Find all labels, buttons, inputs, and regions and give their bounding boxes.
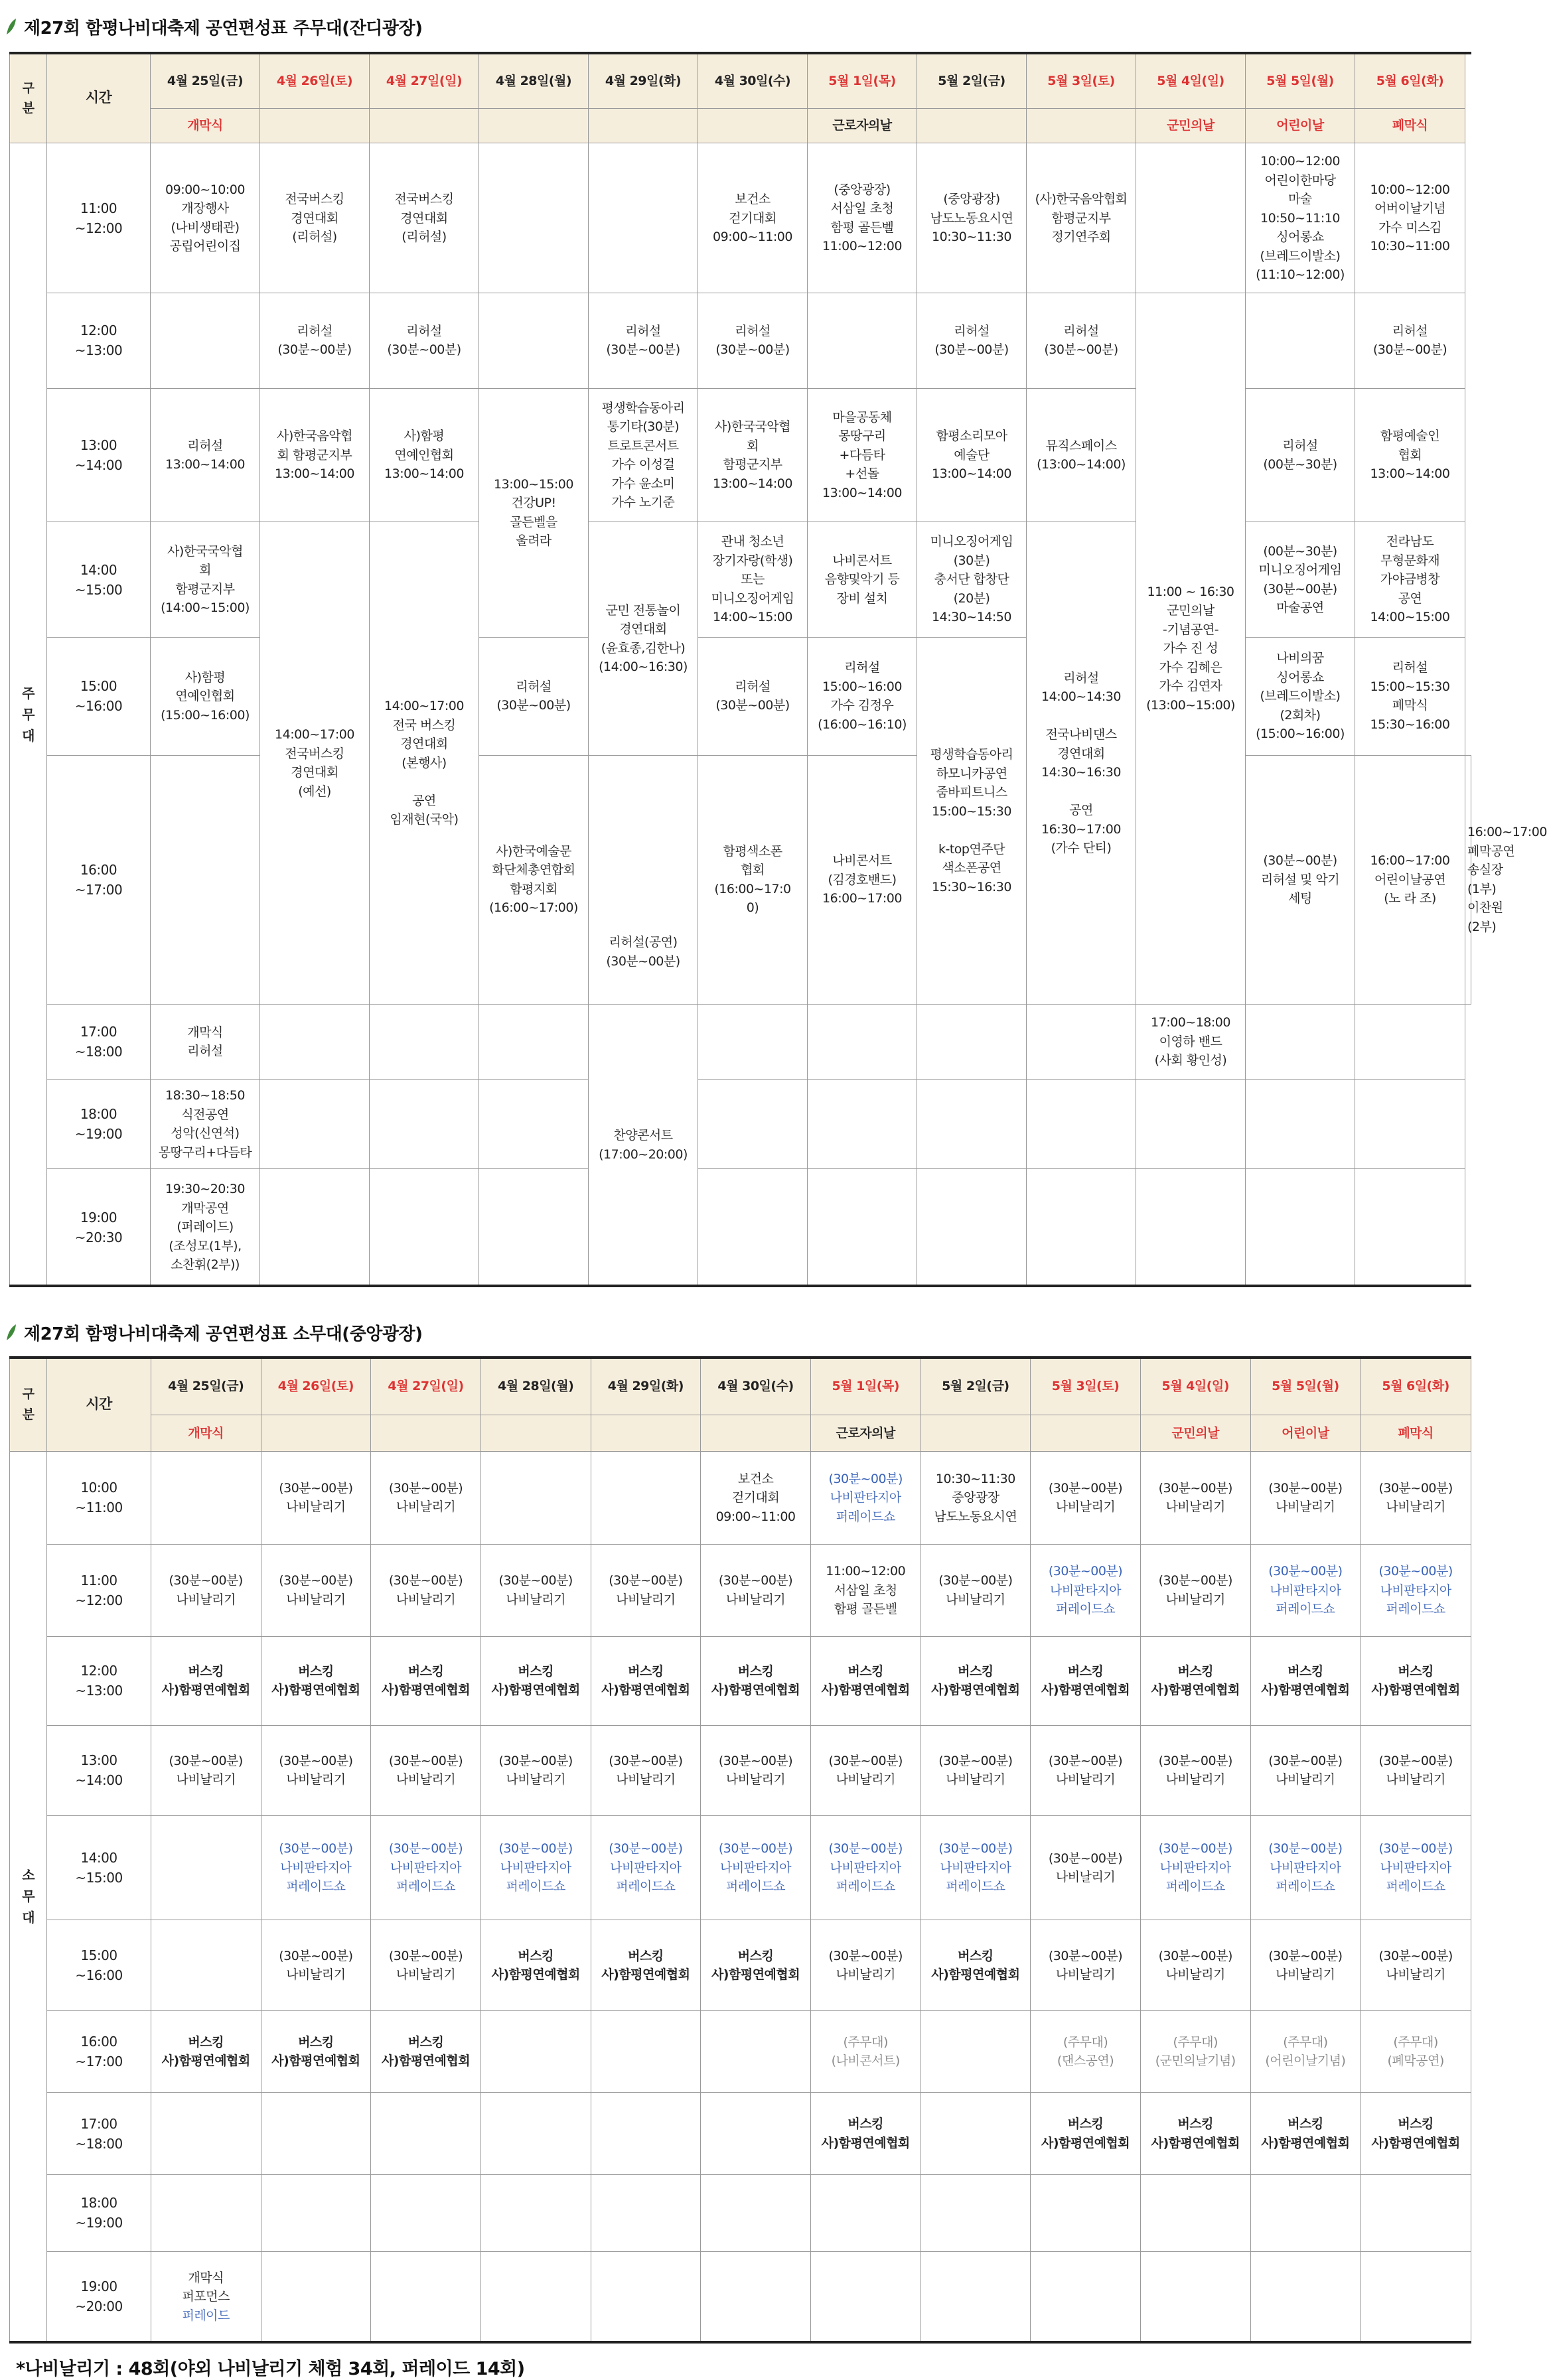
schedule-cell: 전국버스킹 경연대회 (리허설): [260, 143, 370, 293]
day-header: 4월 28일(월): [479, 54, 589, 109]
schedule-cell: 11:00 ~ 16:30 군민의날 -기념공연- 가수 진 성 가수 김혜은 가수 김연자 (13:00~15:00): [1136, 293, 1246, 1005]
schedule-cell: (30분~00분) 나비날리기: [371, 1725, 481, 1815]
schedule-cell: [480, 2175, 591, 2251]
day-event: [1027, 108, 1136, 143]
schedule-cell: (주무대) (폐막공연): [1361, 2010, 1471, 2093]
schedule-cell: [1361, 2251, 1471, 2342]
schedule-cell: (30분~00분) 나비날리기: [371, 1451, 481, 1545]
schedule-cell: (30분~00분) 나비날리기: [1361, 1920, 1471, 2010]
schedule-cell: 사)한국예술문 화단체총연합회 함평지회 (16:00~17:00): [479, 755, 589, 1004]
day-header: 5월 3일(토): [1027, 54, 1136, 109]
day-header: 4월 25일(금): [151, 1358, 261, 1415]
schedule-cell: (30분~00분) 나비판타지아 퍼레이드쇼: [261, 1816, 371, 1920]
time-slot: 12:00 ~13:00: [47, 1636, 151, 1725]
schedule-cell: [151, 755, 260, 1004]
schedule-cell: [1140, 2251, 1250, 2342]
day-event: [1031, 1415, 1141, 1451]
schedule-cell: [1027, 1005, 1136, 1080]
schedule-cell: [1027, 1169, 1136, 1286]
schedule-cell: [479, 143, 589, 293]
schedule-cell: 버스킹 사)함평연예협회: [1140, 2093, 1250, 2175]
day-header: 5월 4일(일): [1136, 54, 1246, 109]
schedule-cell: [1246, 1169, 1355, 1286]
schedule-cell: [151, 1816, 261, 1920]
schedule-cell: 사)한국국악협 회 함평군지부 13:00~14:00: [698, 388, 808, 522]
schedule-cell: (30분~00분) 나비날리기: [261, 1451, 371, 1545]
schedule-cell: 리허설 (00분~30분): [1246, 388, 1355, 522]
day-event: 근로자의날: [808, 108, 917, 143]
schedule-cell: [370, 1080, 479, 1169]
schedule-cell: (30분~00분) 나비날리기: [921, 1545, 1031, 1636]
schedule-cell: 미니오징어게임 (30분) 충서단 합창단 (20분) 14:30~14:50: [917, 522, 1027, 638]
stage-side-label: 주 무 대: [10, 143, 47, 1286]
schedule-cell: 리허설 (30분~00분): [917, 293, 1027, 388]
schedule-cell: (30분~00분) 나비날리기: [1361, 1451, 1471, 1545]
day-header: 4월 27일(일): [370, 54, 479, 109]
schedule-cell: 버스킹 사)함평연예협회: [480, 1636, 591, 1725]
day-header: 4월 29일(화): [591, 1358, 701, 1415]
schedule-cell: [917, 1169, 1027, 1286]
schedule-cell: [921, 2010, 1031, 2093]
schedule-cell: 버스킹 사)함평연예협회: [1031, 2093, 1141, 2175]
schedule-cell: 리허설 (30분~00분): [589, 293, 698, 388]
schedule-cell: [261, 2093, 371, 2175]
schedule-cell: 버스킹 사)함평연예협회: [701, 1636, 811, 1725]
schedule-cell: 사)함평 연예인협회 13:00~14:00: [370, 388, 479, 522]
time-slot: 16:00 ~17:00: [47, 755, 151, 1004]
schedule-cell: (30분~00분) 나비날리기: [701, 1545, 811, 1636]
schedule-cell: [1136, 1080, 1246, 1169]
schedule-cell: [479, 1169, 589, 1286]
schedule-cell: 리허설 14:00~14:30 전국나비댄스 경연대회 14:30~16:30 공연 16:30~17:00 (가수 단티): [1027, 522, 1136, 1005]
time-slot: 17:00 ~18:00: [47, 2093, 151, 2175]
schedule-cell: [260, 1169, 370, 1286]
schedule-cell: [591, 2175, 701, 2251]
schedule-cell: (주무대) (나비콘서트): [810, 2010, 921, 2093]
schedule-cell: (30분~00분) 나비날리기: [261, 1725, 371, 1815]
day-event: 폐막식: [1361, 1415, 1471, 1451]
schedule-cell: 13:00~15:00 건강UP! 골든벨을 울려라: [479, 388, 589, 637]
schedule-cell: 버스킹 사)함평연예협회: [591, 1636, 701, 1725]
schedule-cell: 14:00~17:00 전국 버스킹 경연대회 (본행사) 공연 임재현(국악): [370, 522, 479, 1005]
schedule-cell: 나비의꿈 싱어롱쇼 (브레드이발소) (2회차) (15:00~16:00): [1246, 638, 1355, 756]
schedule-cell: [479, 293, 589, 388]
schedule-cell: 버스킹 사)함평연예협회: [151, 2010, 261, 2093]
schedule-cell: [808, 1005, 917, 1080]
day-event: 어린이날: [1246, 108, 1355, 143]
schedule-cell: [151, 2093, 261, 2175]
schedule-cell: [151, 1920, 261, 2010]
schedule-cell: (30분~00분) 나비날리기: [261, 1920, 371, 2010]
schedule-cell: (주무대) (댄스공연): [1031, 2010, 1141, 2093]
schedule-cell: (주무대) (군민의날기념): [1140, 2010, 1250, 2093]
time-header: 시간: [47, 1358, 151, 1452]
day-header: 5월 6일(화): [1355, 54, 1465, 109]
day-header: 5월 5일(월): [1250, 1358, 1361, 1415]
schedule-cell: [810, 2175, 921, 2251]
schedule-cell: (사)한국음악협회 함평군지부 정기연주회: [1027, 143, 1136, 293]
schedule-cell: (중앙광장) 남도노동요시연 10:30~11:30: [917, 143, 1027, 293]
time-slot: 19:00 ~20:30: [47, 1169, 151, 1286]
schedule-cell: 버스킹 사)함평연예협회: [701, 1920, 811, 2010]
day-header: 4월 27일(일): [371, 1358, 481, 1415]
schedule-cell: [810, 2251, 921, 2342]
schedule-cell: (30분~00분) 나비날리기: [371, 1920, 481, 2010]
schedule-cell: 09:00~10:00 개장행사 (나비생태관) 공립어린이집: [151, 143, 260, 293]
schedule-cell: [698, 1169, 808, 1286]
schedule-cell: (30분~00분) 나비날리기: [591, 1725, 701, 1815]
small-stage-title: [5, 1319, 423, 1346]
schedule-cell: 리허설(공연) (30분~00분): [589, 755, 698, 1004]
schedule-cell: (30분~00분) 나비판타지아 퍼레이드쇼: [1031, 1545, 1141, 1636]
schedule-cell: [917, 1005, 1027, 1080]
day-event: [371, 1415, 481, 1451]
time-slot: 16:00 ~17:00: [47, 2010, 151, 2093]
schedule-cell: 버스킹 사)함평연예협회: [810, 2093, 921, 2175]
schedule-cell: (30분~00분) 나비날리기: [591, 1545, 701, 1636]
schedule-cell: [371, 2251, 481, 2342]
schedule-cell: [1031, 2251, 1141, 2342]
schedule-cell: 나비콘서트 음향및악기 등 장비 설치: [808, 522, 917, 638]
schedule-cell: 함평예술인 협회 13:00~14:00: [1355, 388, 1465, 522]
schedule-cell: 리허설 (30분~00분): [479, 638, 589, 756]
schedule-cell: [591, 1451, 701, 1545]
schedule-cell: 전라남도 무형문화재 가야금병창 공연 14:00~15:00: [1355, 522, 1465, 638]
day-header: 5월 1일(목): [810, 1358, 921, 1415]
schedule-cell: [151, 293, 260, 388]
schedule-cell: (30분~00분) 나비날리기: [1140, 1545, 1250, 1636]
schedule-cell: [591, 2010, 701, 2093]
schedule-cell: [480, 1451, 591, 1545]
schedule-cell: 버스킹 사)함평연예협회: [1250, 1636, 1361, 1725]
day-event: [917, 108, 1027, 143]
schedule-cell: 리허설 (30분~00분): [260, 293, 370, 388]
schedule-cell: (30분~00분) 나비날리기: [810, 1725, 921, 1815]
day-event: [698, 108, 808, 143]
schedule-cell: [261, 2175, 371, 2251]
schedule-cell: [589, 143, 698, 293]
day-event: [921, 1415, 1031, 1451]
main-stage-title-text: 제27회 함평나비대축제 공연편성표 주무대(잔디광장): [24, 18, 423, 38]
schedule-cell: (30분~00분) 나비날리기: [1031, 1451, 1141, 1545]
schedule-cell: 버스킹 사)함평연예협회: [371, 2010, 481, 2093]
schedule-cell: [1250, 2251, 1361, 2342]
schedule-cell: 관내 청소년 장기자랑(학생) 또는 미니오징어게임 14:00~15:00: [698, 522, 808, 638]
schedule-cell: [1355, 1005, 1465, 1080]
schedule-cell: 14:00~17:00 전국버스킹 경연대회 (예선): [260, 522, 370, 1005]
schedule-cell: 버스킹 사)함평연예협회: [921, 1636, 1031, 1725]
day-event: [261, 1415, 371, 1451]
schedule-cell: 함평소리모아 예술단 13:00~14:00: [917, 388, 1027, 522]
day-event: [480, 1415, 591, 1451]
schedule-cell: (30분~00분) 나비판타지아 퍼레이드쇼: [921, 1816, 1031, 1920]
schedule-cell: [370, 1005, 479, 1080]
schedule-cell: 함평색소폰 협회 (16:00~17:0 0): [698, 755, 808, 1004]
schedule-cell: (30분~00분) 나비날리기: [1140, 1725, 1250, 1815]
day-event: 근로자의날: [810, 1415, 921, 1451]
schedule-cell: (30분~00분) 나비날리기: [371, 1545, 481, 1636]
schedule-cell: (30분~00분) 나비날리기: [1361, 1725, 1471, 1815]
schedule-cell: (30분~00분) 나비판타지아 퍼레이드쇼: [480, 1816, 591, 1920]
schedule-cell: [701, 2093, 811, 2175]
time-slot: 11:00 ~12:00: [47, 1545, 151, 1636]
schedule-cell: [808, 1080, 917, 1169]
schedule-cell: (30분~00분) 나비판타지아 퍼레이드쇼: [701, 1816, 811, 1920]
schedule-cell: 16:00~17:00 폐막공연 송실장(1부) 이찬원(2부): [1465, 755, 1471, 1004]
schedule-cell: 버스킹 사)함평연예협회: [1250, 2093, 1361, 2175]
schedule-cell: 보건소 걷기대회 09:00~11:00: [701, 1451, 811, 1545]
time-slot: 12:00 ~13:00: [47, 293, 151, 388]
schedule-cell: 군민 전통놀이 경연대회 (윤효종,김한나) (14:00~16:30): [589, 522, 698, 755]
schedule-cell: (30분~00분) 나비판타지아 퍼레이드쇼: [1250, 1545, 1361, 1636]
day-event: [701, 1415, 811, 1451]
day-header: 5월 6일(화): [1361, 1358, 1471, 1415]
schedule-cell: [370, 1169, 479, 1286]
time-slot: 13:00 ~14:00: [47, 388, 151, 522]
time-slot: 15:00 ~16:00: [47, 1920, 151, 2010]
schedule-cell: [701, 2175, 811, 2251]
time-header: 시간: [47, 54, 151, 143]
small-stage-title-text: 제27회 함평나비대축제 공연편성표 소무대(중앙광장): [24, 1324, 423, 1344]
leaf-icon: [5, 17, 17, 36]
day-header: 4월 26일(토): [260, 54, 370, 109]
schedule-cell: 마을공동체 몽땅구리 +다듬타 +선돌 13:00~14:00: [808, 388, 917, 522]
schedule-cell: 사)한국음악협 회 함평군지부 13:00~14:00: [260, 388, 370, 522]
schedule-cell: 평생학습동아리 하모니카공연 줌바피트니스 15:00~15:30 k-top연주단 색소폰공연 15:30~16:30: [917, 638, 1027, 1005]
schedule-cell: [1361, 2175, 1471, 2251]
time-slot: 19:00 ~20:00: [47, 2251, 151, 2342]
schedule-cell: [371, 2093, 481, 2175]
footnote: *나비날리기 : 48회(야외 나비날리기 체험 34회, 퍼레이드 14회): [16, 2359, 525, 2379]
day-event: 개막식: [151, 1415, 261, 1451]
schedule-cell: (30분~00분) 나비판타지아 퍼레이드쇼: [810, 1451, 921, 1545]
schedule-cell: 버스킹 사)함평연예협회: [480, 1920, 591, 2010]
main-stage-schedule-table: [9, 53, 1547, 1286]
schedule-cell: (30분~00분) 나비날리기: [261, 1545, 371, 1636]
schedule-cell: 버스킹 사)함평연예협회: [261, 2010, 371, 2093]
schedule-cell: 19:30~20:30 개막공연 (퍼레이드) (조성모(1부), 소찬휘(2부)): [151, 1169, 260, 1286]
schedule-cell: 사)한국국악협 회 함평군지부 (14:00~15:00): [151, 522, 260, 638]
schedule-cell: [808, 1169, 917, 1286]
schedule-cell: (30분~00분) 나비판타지아 퍼레이드쇼: [1361, 1816, 1471, 1920]
schedule-cell: 버스킹 사)함평연예협회: [591, 1920, 701, 2010]
time-slot: 17:00 ~18:00: [47, 1005, 151, 1080]
time-slot: 13:00 ~14:00: [47, 1725, 151, 1815]
day-event: 군민의날: [1140, 1415, 1250, 1451]
schedule-cell: [1246, 1005, 1355, 1080]
gubun-header: 구 분: [10, 54, 47, 143]
schedule-cell: 11:00~12:00 서삼일 초청 함평 골든벨: [810, 1545, 921, 1636]
schedule-cell: [808, 293, 917, 388]
schedule-cell: (30분~00분) 리허설 및 악기 세팅: [1246, 755, 1355, 1004]
day-header: 5월 2일(금): [917, 54, 1027, 109]
schedule-cell: 개막식 리허설: [151, 1005, 260, 1080]
schedule-cell: (30분~00분) 나비날리기: [1031, 1725, 1141, 1815]
schedule-cell: 10:00~12:00 어린이한마당 마술 10:50~11:10 싱어롱쇼 (브레드이발소) (11:10~12:00): [1246, 143, 1355, 293]
schedule-cell: 리허설 (30분~00분): [698, 293, 808, 388]
schedule-cell: 버스킹 사)함평연예협회: [1031, 1636, 1141, 1725]
day-header: 4월 30일(수): [701, 1358, 811, 1415]
schedule-cell: [371, 2175, 481, 2251]
schedule-cell: 리허설 13:00~14:00: [151, 388, 260, 522]
schedule-cell: 전국버스킹 경연대회 (리허설): [370, 143, 479, 293]
schedule-cell: [921, 2251, 1031, 2342]
schedule-cell: 찬양콘서트 (17:00~20:00): [589, 1005, 698, 1286]
time-slot: 11:00 ~12:00: [47, 143, 151, 293]
schedule-cell: (30분~00분) 나비날리기: [1140, 1451, 1250, 1545]
schedule-cell: (30분~00분) 나비판타지아 퍼레이드쇼: [1140, 1816, 1250, 1920]
schedule-cell: (30분~00분) 나비날리기: [1031, 1920, 1141, 2010]
schedule-cell: 16:00~17:00 어린이날공연 (노 라 조): [1355, 755, 1465, 1004]
day-event: 군민의날: [1136, 108, 1246, 143]
schedule-cell: 리허설 (30분~00분): [1027, 293, 1136, 388]
schedule-cell: [698, 1005, 808, 1080]
schedule-cell: [917, 1080, 1027, 1169]
schedule-cell: 10:00~12:00 어버이날기념 가수 미스김 10:30~11:00: [1355, 143, 1465, 293]
gubun-header: 구 분: [10, 1358, 47, 1452]
schedule-cell: [1355, 1169, 1465, 1286]
schedule-cell: [479, 1080, 589, 1169]
day-header: 4월 26일(토): [261, 1358, 371, 1415]
schedule-cell: [479, 1005, 589, 1080]
day-event: 어린이날: [1250, 1415, 1361, 1451]
schedule-cell: [260, 1005, 370, 1080]
schedule-cell: 18:30~18:50 식전공연 성악(신연석) 몽땅구리+다듬타: [151, 1080, 260, 1169]
schedule-cell: [151, 2175, 261, 2251]
schedule-cell: [480, 2010, 591, 2093]
day-event: [591, 1415, 701, 1451]
small-stage-schedule-table: [9, 1358, 1471, 2342]
time-slot: 14:00 ~15:00: [47, 522, 151, 638]
schedule-cell: 10:30~11:30 중앙광장 남도노동요시연: [921, 1451, 1031, 1545]
schedule-cell: [591, 2093, 701, 2175]
day-event: [260, 108, 370, 143]
schedule-cell: 리허설 15:00~16:00 가수 김정우 (16:00~16:10): [808, 638, 917, 756]
schedule-cell: (30분~00분) 나비판타지아 퍼레이드쇼: [1361, 1545, 1471, 1636]
schedule-cell: [260, 1080, 370, 1169]
schedule-cell: (30분~00분) 나비판타지아 퍼레이드쇼: [591, 1816, 701, 1920]
schedule-cell: [1250, 2175, 1361, 2251]
schedule-cell: 버스킹 사)함평연예협회: [810, 1636, 921, 1725]
day-header: 4월 25일(금): [151, 54, 260, 109]
day-header: 5월 1일(목): [808, 54, 917, 109]
schedule-cell: (30분~00분) 나비날리기: [1250, 1451, 1361, 1545]
schedule-cell: 개막식 퍼포먼스 퍼레이드: [151, 2251, 261, 2342]
schedule-cell: 버스킹 사)함평연예협회: [1361, 2093, 1471, 2175]
schedule-cell: [591, 2251, 701, 2342]
schedule-cell: (30분~00분) 나비날리기: [1250, 1920, 1361, 2010]
schedule-cell: [1246, 1080, 1355, 1169]
schedule-cell: [701, 2010, 811, 2093]
leaf-icon: [5, 1323, 17, 1342]
schedule-cell: [480, 2251, 591, 2342]
schedule-cell: [1031, 2175, 1141, 2251]
schedule-cell: (30분~00분) 나비날리기: [921, 1725, 1031, 1815]
schedule-cell: (30분~00분) 나비날리기: [480, 1725, 591, 1815]
schedule-cell: [921, 2175, 1031, 2251]
day-event: [589, 108, 698, 143]
schedule-cell: 리허설 (30분~00분): [1355, 293, 1465, 388]
schedule-cell: [480, 2093, 591, 2175]
schedule-cell: 리허설 (30분~00분): [698, 638, 808, 756]
time-slot: 18:00 ~19:00: [47, 1080, 151, 1169]
day-header: 5월 5일(월): [1246, 54, 1355, 109]
schedule-cell: (30분~00분) 나비판타지아 퍼레이드쇼: [810, 1816, 921, 1920]
day-header: 5월 4일(일): [1140, 1358, 1250, 1415]
schedule-cell: [151, 1451, 261, 1545]
day-event: [370, 108, 479, 143]
stage-side-label: 소 무 대: [10, 1451, 47, 2342]
schedule-cell: (30분~00분) 나비날리기: [480, 1545, 591, 1636]
day-event: [479, 108, 589, 143]
schedule-cell: (30분~00분) 나비날리기: [151, 1725, 261, 1815]
schedule-cell: (30분~00분) 나비날리기: [701, 1725, 811, 1815]
schedule-cell: [1027, 1080, 1136, 1169]
schedule-cell: [1136, 1169, 1246, 1286]
day-header: 5월 2일(금): [921, 1358, 1031, 1415]
time-slot: 10:00 ~11:00: [47, 1451, 151, 1545]
schedule-cell: (30분~00분) 나비날리기: [1140, 1920, 1250, 2010]
schedule-cell: (30분~00분) 나비날리기: [1031, 1816, 1141, 1920]
schedule-cell: 버스킹 사)함평연예협회: [921, 1920, 1031, 2010]
day-event: 개막식: [151, 108, 260, 143]
schedule-cell: 나비콘서트 (김경호밴드) 16:00~17:00: [808, 755, 917, 1004]
schedule-cell: [1136, 143, 1246, 293]
day-event: 폐막식: [1355, 108, 1465, 143]
schedule-cell: (00분~30분) 미니오징어게임 (30분~00분) 마술공연: [1246, 522, 1355, 638]
schedule-cell: 리허설 (30분~00분): [370, 293, 479, 388]
schedule-cell: (30분~00분) 나비판타지아 퍼레이드쇼: [371, 1816, 481, 1920]
schedule-cell: 평생학습동아리 통기타(30분) 트로트콘서트 가수 이성걸 가수 윤소미 가수 노기준: [589, 388, 698, 522]
schedule-cell: 버스킹 사)함평연예협회: [371, 1636, 481, 1725]
day-header: 4월 28일(월): [480, 1358, 591, 1415]
schedule-cell: (30분~00분) 나비날리기: [1250, 1725, 1361, 1815]
schedule-cell: [701, 2251, 811, 2342]
parade-label: 퍼레이드: [182, 2308, 230, 2323]
schedule-cell: 버스킹 사)함평연예협회: [1361, 1636, 1471, 1725]
schedule-cell: 리허설 15:00~15:30 폐막식 15:30~16:00: [1355, 638, 1465, 756]
day-header: 5월 3일(토): [1031, 1358, 1141, 1415]
schedule-cell: [261, 2251, 371, 2342]
day-header: 4월 30일(수): [698, 54, 808, 109]
schedule-cell: [1246, 293, 1355, 388]
schedule-cell: (주무대) (어린이날기념): [1250, 2010, 1361, 2093]
time-slot: 18:00 ~19:00: [47, 2175, 151, 2251]
schedule-cell: (30분~00분) 나비판타지아 퍼레이드쇼: [1250, 1816, 1361, 1920]
schedule-cell: (30분~00분) 나비날리기: [810, 1920, 921, 2010]
schedule-cell: [698, 1080, 808, 1169]
schedule-cell: 17:00~18:00 이영하 밴드 (사회 황인성): [1136, 1005, 1246, 1080]
main-stage-title: [5, 13, 423, 40]
schedule-cell: [1140, 2175, 1250, 2251]
schedule-cell: 버스킹 사)함평연예협회: [1140, 1636, 1250, 1725]
time-slot: 15:00 ~16:00: [47, 638, 151, 756]
schedule-cell: [921, 2093, 1031, 2175]
schedule-cell: (30분~00분) 나비날리기: [151, 1545, 261, 1636]
schedule-cell: 버스킹 사)함평연예협회: [151, 1636, 261, 1725]
day-header: 4월 29일(화): [589, 54, 698, 109]
schedule-cell: [1355, 1080, 1465, 1169]
schedule-cell: 버스킹 사)함평연예협회: [261, 1636, 371, 1725]
schedule-cell: 사)함평 연예인협회 (15:00~16:00): [151, 638, 260, 756]
schedule-cell: 뮤직스페이스 (13:00~14:00): [1027, 388, 1136, 522]
schedule-cell: (중앙광장) 서삼일 초청 함평 골든벨 11:00~12:00: [808, 143, 917, 293]
time-slot: 14:00 ~15:00: [47, 1816, 151, 1920]
schedule-cell: 보건소 걷기대회 09:00~11:00: [698, 143, 808, 293]
